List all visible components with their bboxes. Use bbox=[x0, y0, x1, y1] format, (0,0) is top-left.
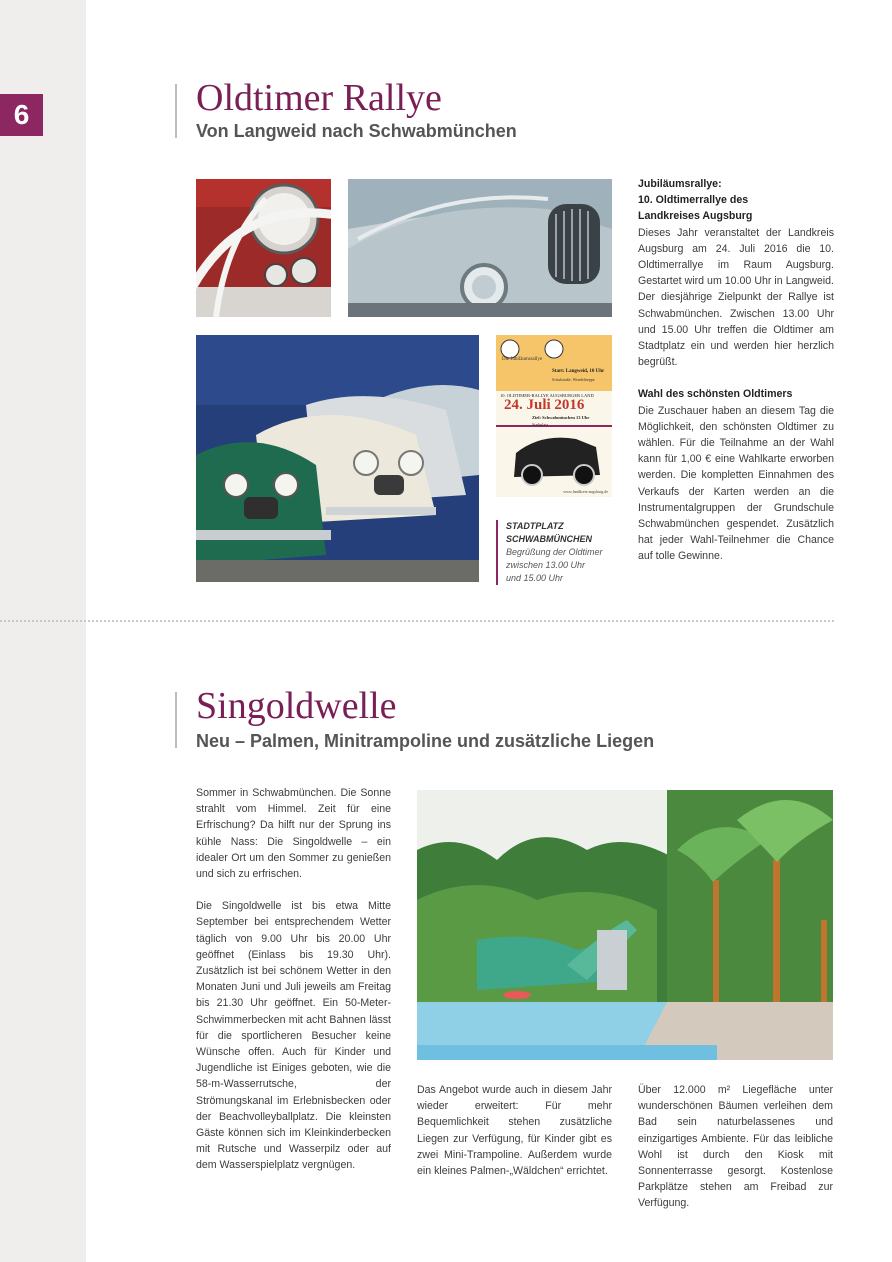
singold-paragraph-4: Über 12.000 m² Liegefläche unter wunderschönen Bäumen verleihen dem Bad sein naturbelassenes und einzigartiges Ambiente. Für das leibliche Wohl ist durch den Kiosk mit Sonnenterrasse gesorgt. Kostenlose Parkplätze stehen am Freibad zur Verfügung. bbox=[638, 1084, 833, 1210]
caption-text-line-3: und 15.00 Uhr bbox=[506, 573, 564, 583]
title-accent-line bbox=[175, 84, 177, 138]
vote-paragraph: Die Zuschauer haben an diesem Tag die Möglichkeit, den schönsten Oldtimer zu wählen. Für die Teilnahme an der Wahl kann für 1,00 € eine Wahlkarte erworben werden. Die kompletten Einnahmen des Verkaufs der Karten werden an die Instrumentalgruppen der Grundschule Schwabmünchen gespendet. Zusätzlich hat jeder Wahl-Teilnehmer die Chance auf tolle Gewinne. bbox=[638, 404, 834, 563]
steering-wheel-photo bbox=[196, 179, 331, 317]
rallye-text-column bbox=[638, 176, 834, 565]
caption-title-line-1: STADTPLATZ bbox=[506, 521, 564, 531]
singold-paragraph-2: Die Singoldwelle ist bis etwa Mitte September bei entsprechendem Wetter täglich von 9.00 Uhr bis 20.00 Uhr geöffnet (Einlass bis 19.30 Uhr). Zusätzlich ist bei schönem Wetter in den Monaten Juni und Juli jeweils am Freitag bis 21.30 Uhr geöffnet. Ein 50-Meter-Schwimmerbecken mit acht Bahnen lässt für die sportlicheren Besucher keine Wünsche offen. Auch für Kinder und Jugendliche ist Einiges geboten, wie die 58-m-Wasserrutsche, der Strömungskanal im Erlebnisbecken oder der Beachvolleyballplatz. Die kleinsten Gäste können sich im Kleinkinderbecken mit Rutsche und Wasserpilz oder auf dem Wasserspielplatz vergnügen. bbox=[196, 900, 391, 1172]
poster-start-sub: Schulstraße, Wendeltreppe bbox=[552, 377, 595, 382]
section-divider bbox=[0, 620, 834, 622]
intro-heading-line-1: Jubiläumsrallye: bbox=[638, 178, 722, 190]
rallye-title: Oldtimer Rallye bbox=[196, 77, 442, 119]
caption-text-line-1: Begrüßung der Oldtimer bbox=[506, 547, 603, 557]
classic-cars-row-photo bbox=[196, 335, 479, 582]
silver-car-photo bbox=[348, 179, 612, 317]
intro-heading-line-3: Landkreises Augsburg bbox=[638, 210, 753, 223]
singold-paragraph-1: Sommer in Schwabmünchen. Die Sonne strahlt vom Himmel. Zeit für eine Erfrischung? Da hilft nur der Sprung ins kühle Nass: Die Singoldwelle – ein idealer Ort um den Sommer zu genießen und sich zu erfrischen. bbox=[196, 787, 391, 881]
singold-subtitle: Neu – Palmen, Minitrampoline und zusätzliche Liegen bbox=[196, 731, 655, 751]
singold-text-column-3 bbox=[638, 1082, 833, 1212]
singold-text-column-1 bbox=[196, 785, 391, 1174]
poster-date: 24. Juli 2016 bbox=[504, 397, 585, 413]
poster-web: www.landkreis-augsburg.de bbox=[563, 489, 608, 494]
poster-start: Start: Langweid, 10 Uhr bbox=[552, 369, 605, 374]
poster-finish: Ziel: Schwabmünchen 13 Uhr bbox=[532, 415, 590, 420]
rallye-subtitle: Von Langweid nach Schwabmünchen bbox=[196, 121, 517, 141]
pool-palms-photo bbox=[417, 790, 833, 1060]
poster-event: 10. OLDTIMER-RALLYE AUGSBURGER LAND bbox=[500, 393, 594, 398]
vote-heading: Wahl des schönsten Oldtimers bbox=[638, 388, 793, 401]
title-accent-line-2 bbox=[175, 692, 177, 748]
singold-paragraph-3: Das Angebot wurde auch in diesem Jahr wieder erweitert: Für mehr Bequemlichkeit stehen zusätzliche Liegen zur Verfügung, für Kinder gibt es zwei Mini-Trampoline. Außerdem wurde ein kleines Palmen-„Wäldchen“ errichtet. bbox=[417, 1084, 612, 1178]
caption-title-line-2: SCHWABMÜNCHEN bbox=[506, 534, 592, 544]
intro-paragraph: Dieses Jahr veranstaltet der Landkreis Augsburg am 24. Juli 2016 die 10. Oldtimerrallye im Raum Augsburg. Gestartet wird um 10.00 Uhr in Langweid. Der diesjährige Zielpunkt der Rallye ist Schwabmünchen. Zwischen 13.00 Uhr und 15.00 Uhr treffen die Oldtimer am Stadtplatz ein und werden hier herzlich begrüßt. bbox=[638, 226, 834, 369]
intro-heading-line-2: 10. Oldtimerrallye des bbox=[638, 194, 749, 207]
poster-label: Die Jubiläumsrallye bbox=[502, 357, 543, 362]
caption-text-line-2: zwischen 13.00 Uhr bbox=[506, 560, 586, 570]
singold-text-column-2 bbox=[417, 1082, 612, 1179]
left-margin-bar bbox=[0, 0, 86, 1262]
page-number: 6 bbox=[0, 94, 43, 136]
poster-finish-sub: Stadtplatz bbox=[532, 422, 548, 427]
rallye-poster bbox=[496, 335, 612, 497]
photo-caption bbox=[496, 520, 626, 585]
singold-title: Singoldwelle bbox=[196, 685, 397, 727]
